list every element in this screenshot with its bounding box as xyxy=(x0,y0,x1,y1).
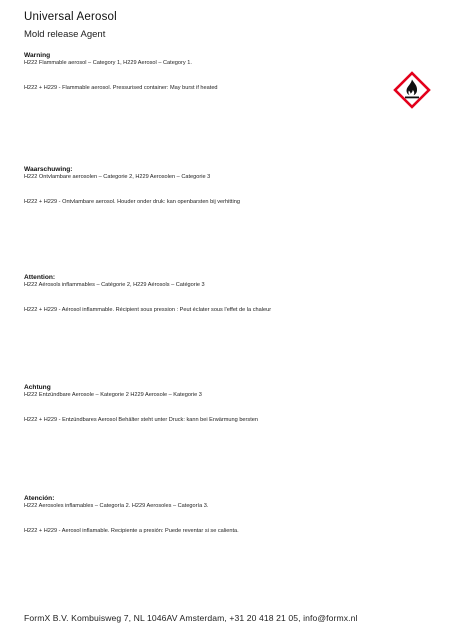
classification-text: H222 Entzündbare Aerosole – Kategorie 2 H229 Aerosole – Kategorie 3 xyxy=(24,392,202,398)
classification-text: H222 Aérosols inflammables – Catégorie 2, H229 Aérosols – Catégorie 3 xyxy=(24,282,205,288)
section-heading: Atención: xyxy=(24,495,55,502)
product-subtitle: Mold release Agent xyxy=(24,29,106,40)
ghs02-flame-icon xyxy=(392,70,432,110)
section-heading: Achtung xyxy=(24,384,51,391)
section-heading: Waarschuwing: xyxy=(24,166,73,173)
section-english xyxy=(24,52,384,92)
hazard-statement: H222 + H229 - Entzündbares Aerosol Behälter steht unter Druck: kann bei Erwärmung bersten xyxy=(24,417,258,423)
hazard-statement: H222 + H229 - Aerosol inflamable. Recipiente a presión: Puede reventar si se calienta. xyxy=(24,528,239,534)
section-spanish xyxy=(24,495,384,535)
hazard-statement: H222 + H229 - Ontvlambare aerosol. Houder onder druk: kan openbarsten bij verhitting xyxy=(24,199,240,205)
section-german xyxy=(24,384,384,424)
classification-text: H222 Ontvlambare aerosolen – Categorie 2, H229 Aerosolen – Categorie 3 xyxy=(24,174,211,180)
product-title: Universal Aerosol xyxy=(24,11,117,23)
company-footer: FormX B.V. Kombuisweg 7, NL 1046AV Amsterdam, +31 20 418 21 05, info@formx.nl xyxy=(24,613,358,623)
section-heading: Attention: xyxy=(24,274,56,281)
hazard-statement: H222 + H229 - Aérosol inflammable. Récipient sous pression : Peut éclater sous l'effet de la chaleur xyxy=(24,307,272,313)
hazard-statement: H222 + H229 - Flammable aerosol. Pressurised container: May burst if heated xyxy=(24,85,218,91)
section-french xyxy=(24,274,384,314)
section-heading: Warning xyxy=(24,52,51,59)
classification-text: H222 Flammable aerosol – Category 1, H229 Aerosol – Category 1. xyxy=(24,60,192,66)
ghs-flammable-pictogram xyxy=(392,70,432,110)
section-dutch xyxy=(24,166,384,206)
classification-text: H222 Aerosoles inflamables – Categoría 2. H229 Aerosoles – Categoría 3. xyxy=(24,503,209,509)
